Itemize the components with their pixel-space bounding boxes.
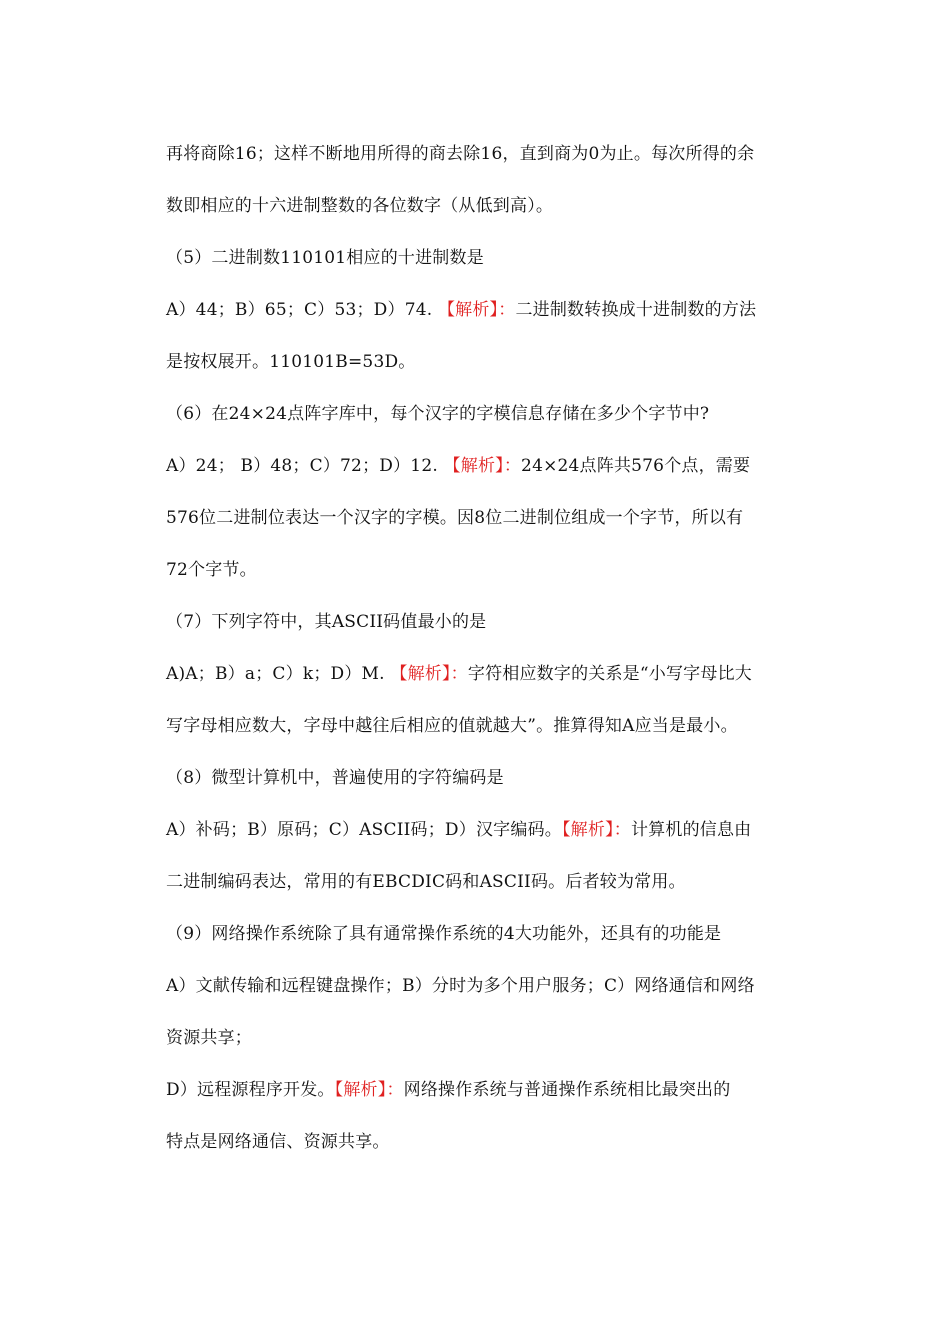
text-line: 数即相应的十六进制整数的各位数字（从低到高）。 [166,196,554,216]
text-line: 再将商除16；这样不断地用所得的商去除16，直到商为0为止。每次所得的余 [166,144,755,164]
question-9: （9）网络操作系统除了具有通常操作系统的4大功能外，还具有的功能是 [166,924,722,944]
options-text: A）44；B）65；C）53；D）74. [166,300,438,320]
analysis-text: 网络操作系统与普通操作系统相比最突出的 [403,1080,731,1100]
options-text: A）补码；B）原码；C）ASCII码；D）汉字编码。 [166,820,562,840]
text-line: 特点是网络通信、资源共享。 [166,1132,390,1152]
text-line: 576位二进制位表达一个汉字的字模。因8位二进制位组成一个字节，所以有 [166,508,744,528]
answer-line [166,648,786,700]
options-text: D）远程源程序开发。 [166,1080,335,1100]
text-line: 是按权展开。110101B=53D。 [166,352,416,372]
answer-line [166,440,786,492]
analysis-tag: 【解析】： [437,300,516,320]
text-line: 写字母相应数大，字母中越往后相应的值就越大”。推算得知A应当是最小。 [166,716,738,736]
answer-line [166,284,786,336]
analysis-tag: 【解析】： [334,1080,404,1100]
analysis-tag: 【解析】： [390,664,468,684]
options-text: A）24； B）48；C）72；D）12. [166,456,444,476]
document-page [166,128,786,1168]
text-line: 72个字节。 [166,560,257,580]
analysis-text: 计算机的信息由 [630,820,752,840]
answer-line [166,804,786,856]
analysis-tag: 【解析】： [561,820,631,840]
answer-line [166,1064,786,1116]
analysis-tag: 【解析】： [443,456,522,476]
options-text: A)A；B）a；C）k；D）M. [166,664,391,684]
text-line: A）文献传输和远程键盘操作；B）分时为多个用户服务；C）网络通信和网络 [166,976,755,996]
analysis-text: 字符相应数字的关系是“小写字母比大 [467,664,752,684]
text-line: 二进制编码表达，常用的有EBCDIC码和ASCII码。后者较为常用。 [166,872,686,892]
analysis-text: 二进制数转换成十进制数的方法 [515,300,757,320]
question-7: （7）下列字符中，其ASCII码值最小的是 [166,612,487,632]
analysis-text: 24×24点阵共576个点，需要 [521,456,751,476]
question-8: （8）微型计算机中，普遍使用的字符编码是 [166,768,504,788]
question-6: （6）在24×24点阵字库中，每个汉字的字模信息存储在多少个字节中? [166,404,710,424]
text-line: 资源共享； [166,1028,252,1048]
question-5: （5）二进制数110101相应的十进制数是 [166,248,484,268]
